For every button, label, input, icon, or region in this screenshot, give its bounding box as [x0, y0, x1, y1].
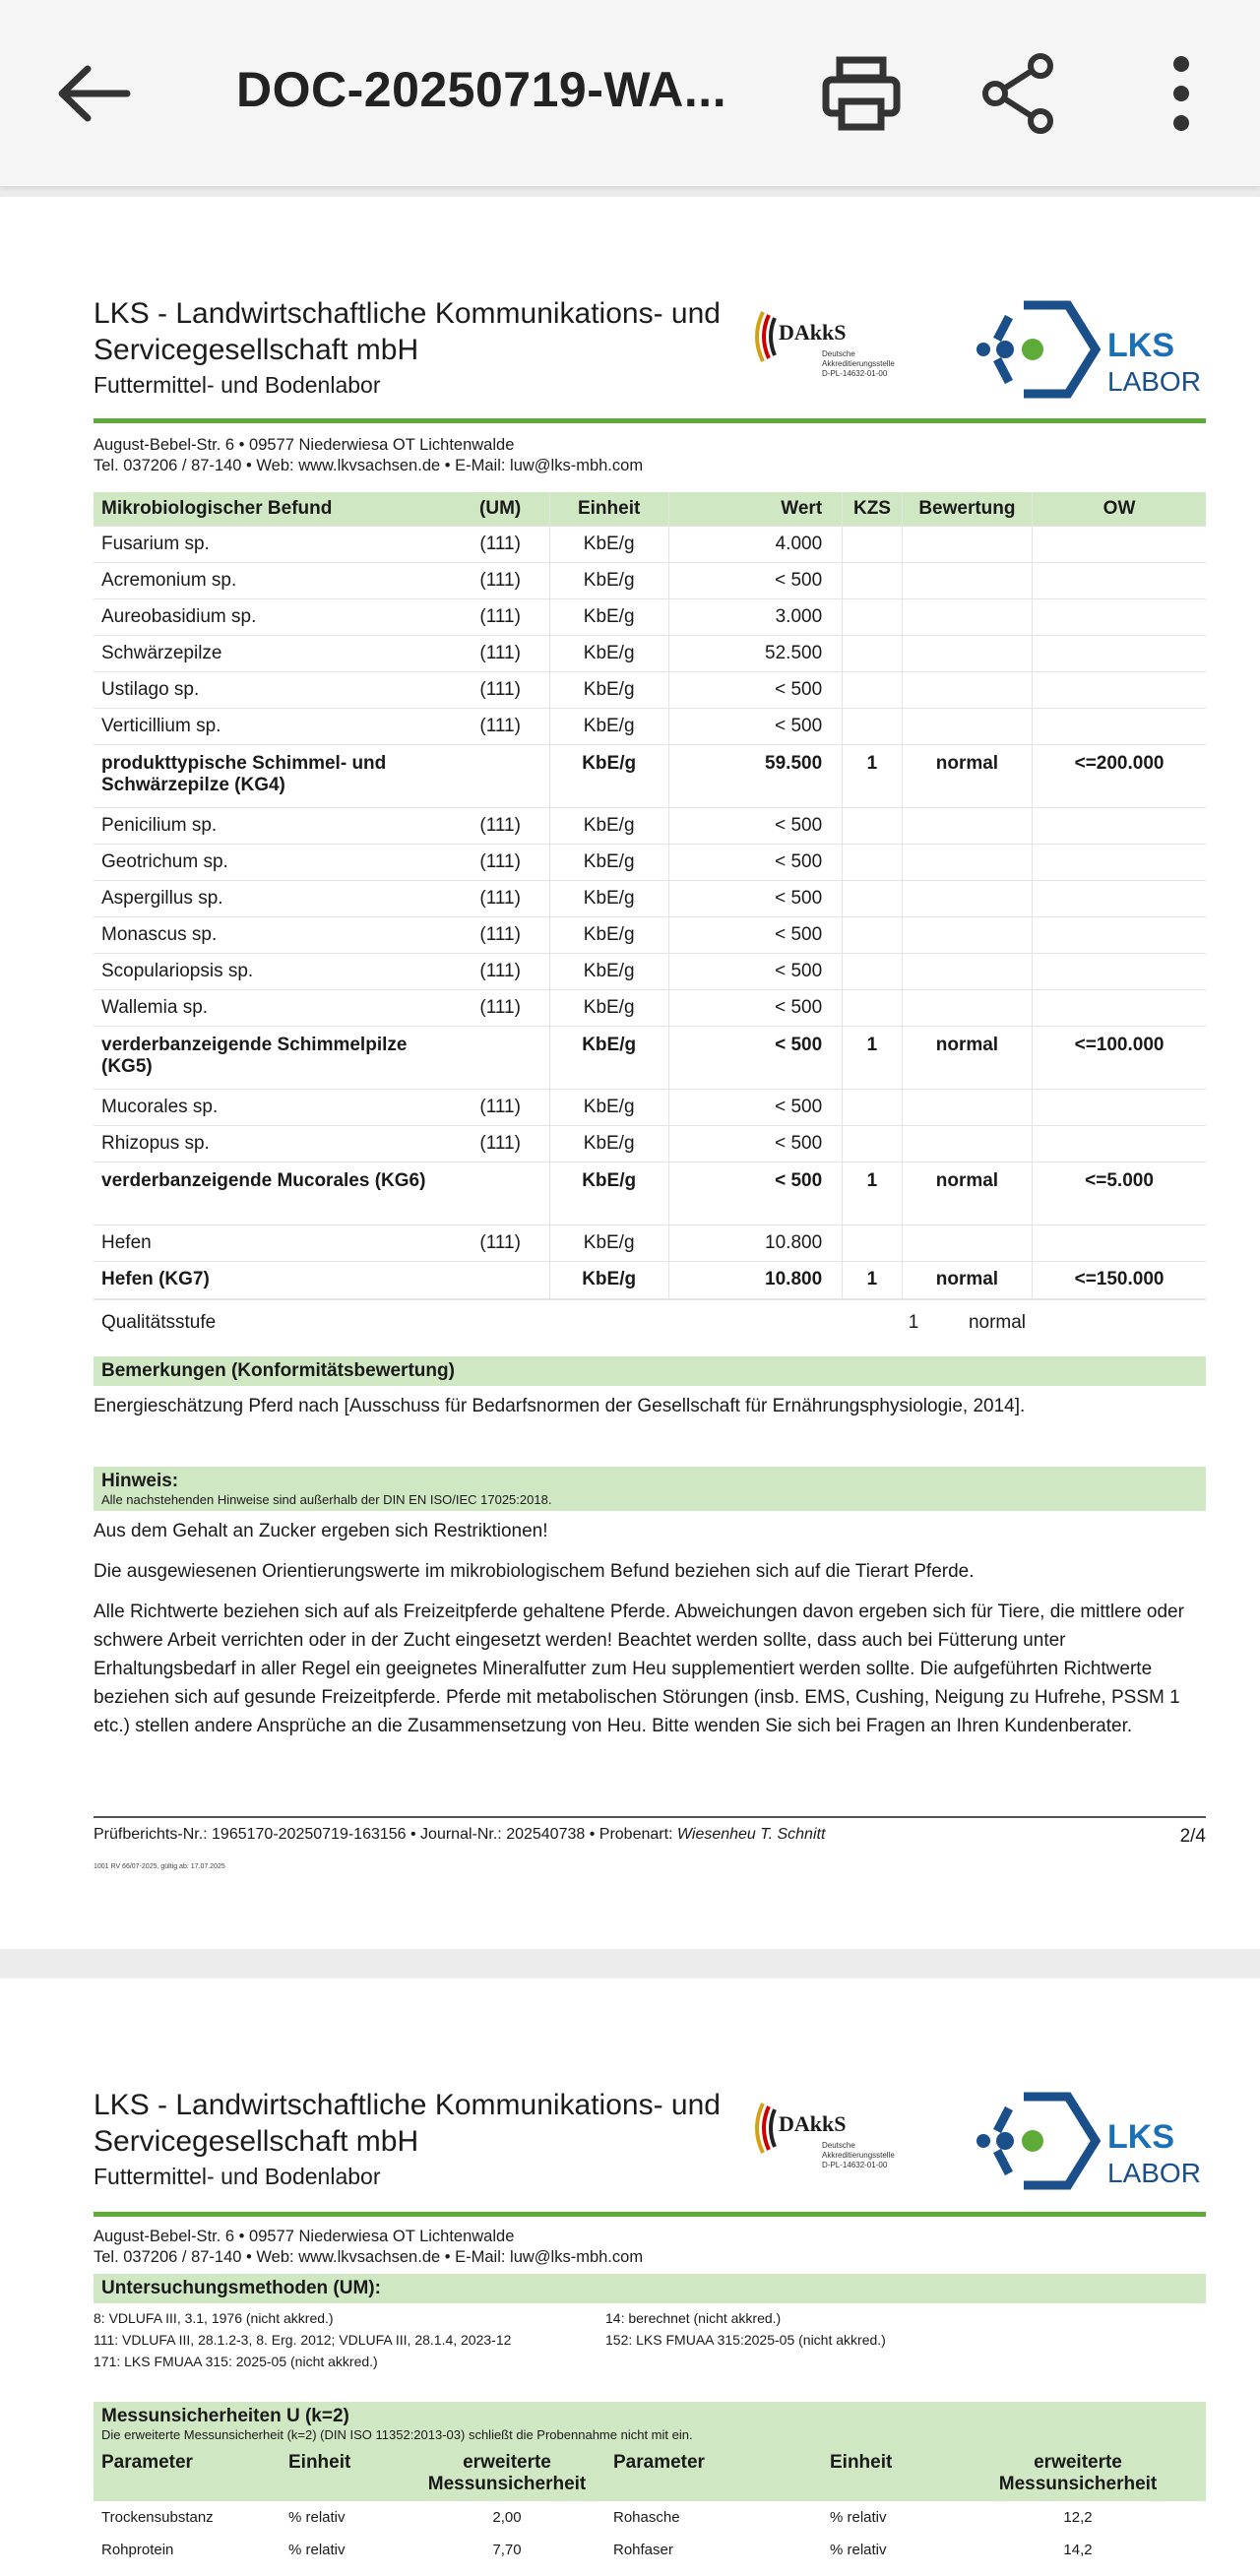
cell-wert: < 500 — [668, 1125, 842, 1162]
remarks-section — [94, 1356, 1206, 1426]
footer-divider — [94, 1816, 1206, 1818]
quality-kzs: 1 — [908, 1312, 919, 1333]
cell-wert: 3.000 — [668, 598, 842, 635]
back-button[interactable] — [49, 54, 138, 133]
cell-unit: KbE/g — [549, 916, 668, 953]
cell-kzs — [843, 953, 903, 989]
cell-wert: < 500 — [668, 562, 842, 598]
page-number: 2/4 — [1179, 1826, 1206, 1847]
sample-type: Wiesenheu T. Schnitt — [676, 1826, 826, 1843]
note-paragraph: Alle Richtwerte beziehen sich auf als Freizeitpferde gehaltene Pferde. Abweichungen davon ergeben sich für Tiere, die mittlere oder schwere Arbeit verrichten oder in der Zucht eingesetzt werden! Beachtet werden sollte, dass auch bei Fütterung unter Erhaltungsbedarf in aller Regel ein geeignetes Mineralfutter zum Heu supplementiert werden sollte. Die aufgeführten Richtwerte beziehen sich auf gesunde Freizeitpferde. Pferde mit metabolischen Störungen (insb. EMS, Cushing, Neigung zu Hufrehe, PSSM 1 etc.) stellen andere Ansprüche an die Zusammensetzung von Heu. Bitte wenden Sie sich bei Fragen an Ihren Kundenberater. — [94, 1602, 1184, 1736]
cell-unit: KbE/g — [549, 708, 668, 744]
cell-ow — [1033, 916, 1206, 953]
document-title: DOC-20250719-WA... — [236, 62, 727, 117]
cell-um: (111) — [452, 1225, 549, 1261]
cell-um — [452, 1162, 549, 1225]
cell-name: Aureobasidium sp. — [94, 598, 452, 635]
cell-kzs — [843, 708, 903, 744]
cell-wert: < 500 — [668, 844, 842, 880]
cell-unit: KbE/g — [549, 635, 668, 671]
notes-disclaimer: Alle nachstehenden Hinweise sind außerhalb der DIN EN ISO/IEC 17025:2018. — [101, 1492, 552, 1507]
col-header: Einheit — [549, 492, 668, 526]
cell-unit: KbE/g — [549, 1162, 668, 1225]
cell-kzs — [843, 598, 903, 635]
cell-unit: KbE/g — [549, 953, 668, 989]
cell-wert: 10.800 — [668, 1225, 842, 1261]
cell-bew — [902, 1225, 1032, 1261]
cell-um — [452, 1261, 549, 1298]
app-bar — [0, 0, 1260, 187]
method-item: 152: LKS FMUAA 315:2025-05 (nicht akkred.) — [605, 2332, 886, 2348]
address-block: August-Bebel-Str. 6 • 09577 Niederwiesa OT Lichtenwalde Tel. 037206 / 87-140 • Web: www.lkvsachsen.de • E-Mail: luw@lks-mbh.com — [94, 436, 644, 474]
cell-wert: 4.000 — [668, 526, 842, 562]
cell-kzs — [843, 1089, 903, 1125]
summary-row — [94, 1162, 1206, 1225]
cell-bew — [902, 1125, 1032, 1162]
cell-name: verderbanzeigende Mucorales (KG6) — [94, 1162, 452, 1225]
cell-ow — [1033, 989, 1206, 1026]
cell-ow — [1033, 807, 1206, 844]
header-divider — [94, 2212, 1206, 2217]
cell-um: (111) — [452, 671, 549, 708]
more-options-button[interactable] — [1137, 49, 1226, 138]
remarks-title: Bemerkungen (Konformitätsbewertung) — [94, 1356, 1206, 1386]
table-row: Trockensubstanz % relativ 2,00 Rohasche % relativ 12,2 — [101, 2509, 1093, 2526]
method-item: 111: VDLUFA III, 28.1.2-3, 8. Erg. 2012; VDLUFA III, 28.1.4, 2023-12 — [94, 2332, 512, 2348]
cell-kzs — [843, 562, 903, 598]
col-header: Wert — [668, 492, 842, 526]
notes-section — [94, 1467, 1206, 1746]
cell-um: (111) — [452, 562, 549, 598]
cell-unit: KbE/g — [549, 880, 668, 916]
cell-bew — [902, 1089, 1032, 1125]
cell-wert: 10.800 — [668, 1261, 842, 1298]
microbiology-table — [94, 492, 1206, 1299]
table-row — [94, 916, 1206, 953]
share-icon — [979, 52, 1058, 135]
cell-unit: KbE/g — [549, 844, 668, 880]
cell-bew — [902, 844, 1032, 880]
cell-bew — [902, 562, 1032, 598]
uncertainty-table — [94, 2446, 1206, 2566]
cell-um: (111) — [452, 953, 549, 989]
cell-unit: KbE/g — [549, 744, 668, 807]
cell-unit: KbE/g — [549, 526, 668, 562]
company-name: LKS - Landwirtschaftliche Kommunikations- und Servicegesellschaft mbH — [94, 297, 721, 366]
arrow-left-icon — [54, 59, 133, 128]
cell-ow — [1033, 1225, 1206, 1261]
summary-row — [94, 1026, 1206, 1089]
cell-unit: KbE/g — [549, 671, 668, 708]
method-item: 171: LKS FMUAA 315: 2025-05 (nicht akkred.) — [94, 2354, 378, 2369]
cell-unit: KbE/g — [549, 989, 668, 1026]
col-header: Mikrobiologischer Befund — [94, 492, 452, 526]
cell-name: Schwärzepilze — [94, 635, 452, 671]
cell-ow: <=100.000 — [1033, 1026, 1206, 1089]
footer-version: 1001 RV 66/07-2025, gültig ab: 17.07.2025 — [94, 1863, 225, 1870]
table-row — [94, 526, 1206, 562]
table-row — [94, 708, 1206, 744]
table-row: Rohprotein % relativ 7,70 Rohfaser % relativ 14,2 — [101, 2542, 1093, 2558]
cell-name: Penicilium sp. — [94, 807, 452, 844]
cell-kzs — [843, 635, 903, 671]
cell-ow — [1033, 708, 1206, 744]
cell-ow: <=150.000 — [1033, 1261, 1206, 1298]
cell-ow — [1033, 526, 1206, 562]
cell-ow — [1033, 1125, 1206, 1162]
cell-um: (111) — [452, 1125, 549, 1162]
dakks-logo: DAkkS Deutsche Akkreditierungsstelle D-PL-14632-01-00 — [751, 2087, 948, 2180]
document-page-2 — [0, 197, 1260, 1949]
table-row — [94, 671, 1206, 708]
quality-label: Qualitätsstufe — [101, 1312, 217, 1333]
cell-bew — [902, 635, 1032, 671]
cell-name: Wallemia sp. — [94, 989, 452, 1026]
cell-um: (111) — [452, 598, 549, 635]
col-header: OW — [1033, 492, 1206, 526]
cell-unit: KbE/g — [549, 1261, 668, 1298]
cell-name: Monascus sp. — [94, 916, 452, 953]
note-paragraph: Aus dem Gehalt an Zucker ergeben sich Restriktionen! — [94, 1521, 548, 1541]
cell-wert: < 500 — [668, 916, 842, 953]
dakks-logo: DAkkS Deutsche Akkreditierungsstelle D-PL-14632-01-00 — [751, 295, 948, 389]
notes-title: Hinweis: — [101, 1471, 179, 1491]
cell-wert: < 500 — [668, 1089, 842, 1125]
document-page-3 — [0, 1979, 1260, 2576]
header-divider — [94, 418, 1206, 423]
cell-kzs — [843, 844, 903, 880]
cell-name: Aspergillus sp. — [94, 880, 452, 916]
report-number: Prüfberichts-Nr.: 1965170-20250719-163156 • Journal-Nr.: 202540738 • Probenart: — [94, 1826, 677, 1843]
cell-unit: KbE/g — [549, 562, 668, 598]
cell-bew: normal — [902, 1162, 1032, 1225]
table-header-row — [94, 492, 1206, 526]
letterhead — [94, 295, 1206, 399]
cell-name: Acremonium sp. — [94, 562, 452, 598]
cell-bew — [902, 598, 1032, 635]
cell-unit: KbE/g — [549, 1089, 668, 1125]
cell-bew — [902, 526, 1032, 562]
cell-name: verderbanzeigende Schimmelpilze (KG5) — [94, 1026, 452, 1089]
cell-bew — [902, 807, 1032, 844]
cell-unit: KbE/g — [549, 598, 668, 635]
cell-wert: 52.500 — [668, 635, 842, 671]
page-separator — [0, 1949, 1260, 1979]
table-row — [94, 807, 1206, 844]
table-row — [94, 598, 1206, 635]
cell-um: (111) — [452, 1089, 549, 1125]
quality-row — [94, 1299, 1206, 1346]
lab-subtitle: Futtermittel- und Bodenlabor — [94, 372, 381, 398]
cell-kzs — [843, 671, 903, 708]
col-header: Bewertung — [902, 492, 1032, 526]
cell-name: Scopulariopsis sp. — [94, 953, 452, 989]
cell-wert: < 500 — [668, 1162, 842, 1225]
more-vert-icon — [1166, 52, 1196, 135]
cell-kzs — [843, 807, 903, 844]
method-item: 8: VDLUFA III, 3.1, 1976 (nicht akkred.) — [94, 2310, 334, 2326]
cell-name: produkttypische Schimmel- und Schwärzepilze (KG4) — [94, 744, 452, 807]
cell-um — [452, 744, 549, 807]
cell-um: (111) — [452, 635, 549, 671]
cell-um: (111) — [452, 916, 549, 953]
address-block: August-Bebel-Str. 6 • 09577 Niederwiesa OT Lichtenwalde Tel. 037206 / 87-140 • Web: www.lkvsachsen.de • E-Mail: luw@lks-mbh.com — [94, 2228, 644, 2266]
cell-bew: normal — [902, 744, 1032, 807]
col-header: (UM) — [452, 492, 549, 526]
cell-um: (111) — [452, 526, 549, 562]
cell-unit: KbE/g — [549, 1225, 668, 1261]
method-item: 14: berechnet (nicht akkred.) — [605, 2310, 782, 2326]
cell-bew: normal — [902, 1026, 1032, 1089]
cell-name: Geotrichum sp. — [94, 844, 452, 880]
page-footer — [94, 1826, 1206, 1870]
letterhead — [94, 2087, 1206, 2190]
cell-kzs: 1 — [843, 1026, 903, 1089]
quality-value: normal — [968, 1312, 1027, 1333]
table-row — [94, 635, 1206, 671]
cell-um: (111) — [452, 844, 549, 880]
uncertainty-section — [94, 2402, 1206, 2566]
cell-unit: KbE/g — [549, 1125, 668, 1162]
cell-ow: <=5.000 — [1033, 1162, 1206, 1225]
uncertainty-title: Messunsicherheiten U (k=2) — [101, 2406, 349, 2426]
cell-ow — [1033, 1089, 1206, 1125]
methods-title: Untersuchungsmethoden (UM): — [94, 2274, 1206, 2303]
cell-kzs — [843, 526, 903, 562]
cell-kzs — [843, 880, 903, 916]
cell-unit: KbE/g — [549, 807, 668, 844]
uncertainty-note: Die erweiterte Messunsicherheit (k=2) (DIN ISO 11352:2013-03) schließt die Probennahme nicht mit ein. — [101, 2427, 693, 2442]
lks-labor-logo: LKS LABOR — [970, 2087, 1206, 2205]
cell-bew: normal — [902, 1261, 1032, 1298]
cell-um: (111) — [452, 708, 549, 744]
cell-ow — [1033, 635, 1206, 671]
cell-kzs: 1 — [843, 1162, 903, 1225]
share-button[interactable] — [975, 49, 1063, 138]
cell-kzs — [843, 916, 903, 953]
table-row — [94, 1125, 1206, 1162]
cell-wert: < 500 — [668, 807, 842, 844]
cell-name: Verticillium sp. — [94, 708, 452, 744]
cell-wert: < 500 — [668, 671, 842, 708]
cell-ow: <=200.000 — [1033, 744, 1206, 807]
cell-um — [452, 1026, 549, 1089]
table-row — [94, 562, 1206, 598]
cell-wert: < 500 — [668, 989, 842, 1026]
table-header-row: Parameter Einheit erweiterte Messunsicherheit Parameter Einheit erweiterte Messunsicherheit — [94, 2446, 1206, 2501]
cell-kzs — [843, 1125, 903, 1162]
cell-um: (111) — [452, 989, 549, 1026]
cell-name: Mucorales sp. — [94, 1089, 452, 1125]
cell-wert: < 500 — [668, 708, 842, 744]
cell-kzs: 1 — [843, 1261, 903, 1298]
cell-name: Fusarium sp. — [94, 526, 452, 562]
table-row — [94, 880, 1206, 916]
cell-wert: < 500 — [668, 880, 842, 916]
table-row — [94, 1089, 1206, 1125]
cell-bew — [902, 708, 1032, 744]
cell-bew — [902, 916, 1032, 953]
company-name: LKS - Landwirtschaftliche Kommunikations- und Servicegesellschaft mbH — [94, 2089, 721, 2158]
table-row — [94, 1225, 1206, 1261]
cell-kzs — [843, 989, 903, 1026]
col-header: KZS — [843, 492, 903, 526]
cell-ow — [1033, 562, 1206, 598]
cell-name: Hefen (KG7) — [94, 1261, 452, 1298]
table-row — [94, 989, 1206, 1026]
remarks-text: Energieschätzung Pferd nach [Ausschuss für Bedarfsnormen der Gesellschaft für Ernährungsphysiologie, 2014]. — [94, 1396, 1026, 1416]
cell-bew — [902, 880, 1032, 916]
methods-section — [94, 2274, 1206, 2372]
print-icon — [820, 54, 903, 133]
cell-name: Hefen — [94, 1225, 452, 1261]
cell-bew — [902, 953, 1032, 989]
cell-unit: KbE/g — [549, 1026, 668, 1089]
cell-um: (111) — [452, 807, 549, 844]
cell-bew — [902, 671, 1032, 708]
cell-wert: < 500 — [668, 1026, 842, 1089]
cell-ow — [1033, 598, 1206, 635]
cell-wert: < 500 — [668, 953, 842, 989]
cell-ow — [1033, 844, 1206, 880]
cell-ow — [1033, 880, 1206, 916]
lks-labor-logo: LKS LABOR — [970, 295, 1206, 413]
cell-ow — [1033, 953, 1206, 989]
summary-row — [94, 1261, 1206, 1298]
lab-subtitle: Futtermittel- und Bodenlabor — [94, 2164, 381, 2189]
cell-kzs — [843, 1225, 903, 1261]
cell-um: (111) — [452, 880, 549, 916]
print-button[interactable] — [817, 49, 906, 138]
cell-wert: 59.500 — [668, 744, 842, 807]
cell-name: Ustilago sp. — [94, 671, 452, 708]
cell-name: Rhizopus sp. — [94, 1125, 452, 1162]
cell-ow — [1033, 671, 1206, 708]
cell-kzs: 1 — [843, 744, 903, 807]
summary-row — [94, 744, 1206, 807]
note-paragraph: Die ausgewiesenen Orientierungswerte im mikrobiologischem Befund beziehen sich auf die Tierart Pferde. — [94, 1561, 975, 1582]
table-row — [94, 844, 1206, 880]
cell-bew — [902, 989, 1032, 1026]
table-row — [94, 953, 1206, 989]
